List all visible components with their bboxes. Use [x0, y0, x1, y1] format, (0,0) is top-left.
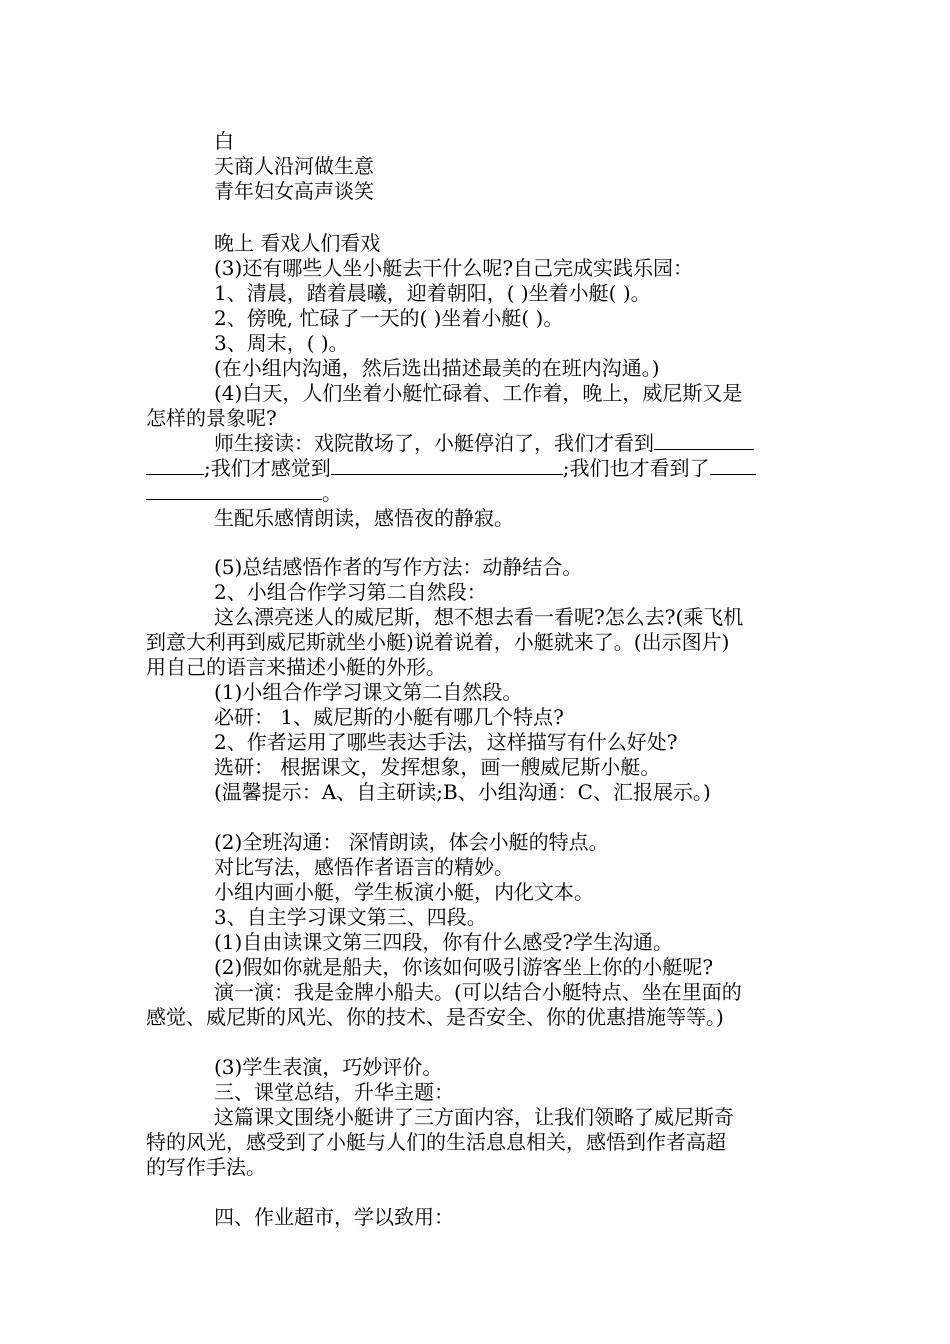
text-line: (3)学生表演，巧妙评价。: [214, 1055, 443, 1079]
text-line: 对比写法，感悟作者语言的精妙。: [214, 855, 514, 879]
text-segment: 师生接读：戏院散场了，小艇停泊了，我们才看到: [214, 431, 654, 455]
fill-in-line: [146, 455, 756, 481]
text-line: (2)假如你就是船夫，你该如何吸引游客坐上你的小艇呢?: [214, 955, 714, 979]
text-line: 选研： 根据课文，发挥想象，画一艘威尼斯小艇。: [214, 755, 661, 779]
text-line: 白: [214, 129, 234, 153]
text-line: 到意大利再到威尼斯就坐小艇)说着说着，小艇就来了。(出示图片): [146, 630, 730, 654]
text-line: 怎样的景象呢?: [146, 406, 277, 430]
text-line: (5)总结感悟作者的写作方法：动静结合。: [214, 555, 583, 579]
text-line: (4)白天，人们坐着小艇忙碌着、工作着，晚上，威尼斯又是: [214, 381, 743, 405]
answer-blank: [146, 456, 204, 475]
text-line: (温馨提示：A、自主研读;B、小组沟通：C、汇报展示。): [214, 780, 711, 804]
text-line: 晚上 看戏人们看戏: [214, 231, 381, 255]
text-line: 1、清晨，踏着晨曦，迎着朝阳，( )坐着小艇( )。: [214, 281, 651, 305]
text-line: (3)还有哪些人坐小艇去干什么呢?自己完成实践乐园：: [214, 256, 694, 280]
text-line: 用自己的语言来描述小艇的外形。: [146, 655, 446, 679]
text-line: 这么漂亮迷人的威尼斯，想不想去看一看呢?怎么去?(乘飞机: [214, 605, 744, 629]
text-line: (1)小组合作学习课文第二自然段。: [214, 680, 523, 704]
text-line: 3、自主学习课文第三、四段。: [214, 905, 487, 929]
text-line: (1)自由读课文第三四段，你有什么感受?学生沟通。: [214, 930, 674, 954]
text-line: 小组内画小艇，学生板演小艇，内化文本。: [214, 880, 594, 904]
answer-blank: [146, 481, 322, 500]
text-line: 2、小组合作学习第二自然段：: [214, 580, 487, 604]
answer-blank: [654, 431, 754, 450]
text-line: 感觉、威尼斯的风光、你的技术、是否安全、你的优惠措施等等。): [146, 1005, 724, 1029]
text-line: 3、周末，( )。: [214, 331, 349, 355]
text-line: 2、傍晚, 忙碌了一天的( )坐着小艇( )。: [214, 306, 564, 330]
text-line: 这篇课文围绕小艇讲了三方面内容，让我们领略了威尼斯奇: [214, 1105, 734, 1129]
answer-blank: [331, 456, 563, 475]
text-segment: ;我们才感觉到: [204, 456, 331, 480]
text-line: 生配乐感情朗读，感悟夜的静寂。: [214, 506, 514, 530]
text-line: (2)全班沟通： 深情朗读，体会小艇的特点。: [214, 830, 609, 854]
text-line: 2、作者运用了哪些表达手法，这样描写有什么好处?: [214, 730, 678, 754]
text-segment: 。: [322, 481, 342, 505]
text-segment: ;我们也才看到了: [562, 456, 710, 480]
text-line: (在小组内沟通，然后选出描述最美的在班内沟通。): [214, 356, 660, 380]
text-line: 四、作业超市，学以致用：: [214, 1205, 454, 1229]
text-line: 天商人沿河做生意: [214, 154, 374, 178]
text-line: 的写作手法。: [146, 1155, 266, 1179]
fill-in-line: [214, 430, 754, 456]
fill-in-line: [146, 480, 342, 506]
text-line: 青年妇女高声谈笑: [214, 179, 374, 203]
text-line: 三、课堂总结，升华主题：: [214, 1080, 454, 1104]
text-line: 必研： 1、威尼斯的小艇有哪几个特点?: [214, 705, 564, 729]
answer-blank: [710, 456, 756, 475]
text-line: 特的风光，感受到了小艇与人们的生活息息相关，感悟到作者高超: [146, 1130, 726, 1154]
text-line: 演一演：我是金牌小船夫。(可以结合小艇特点、坐在里面的: [214, 980, 742, 1004]
